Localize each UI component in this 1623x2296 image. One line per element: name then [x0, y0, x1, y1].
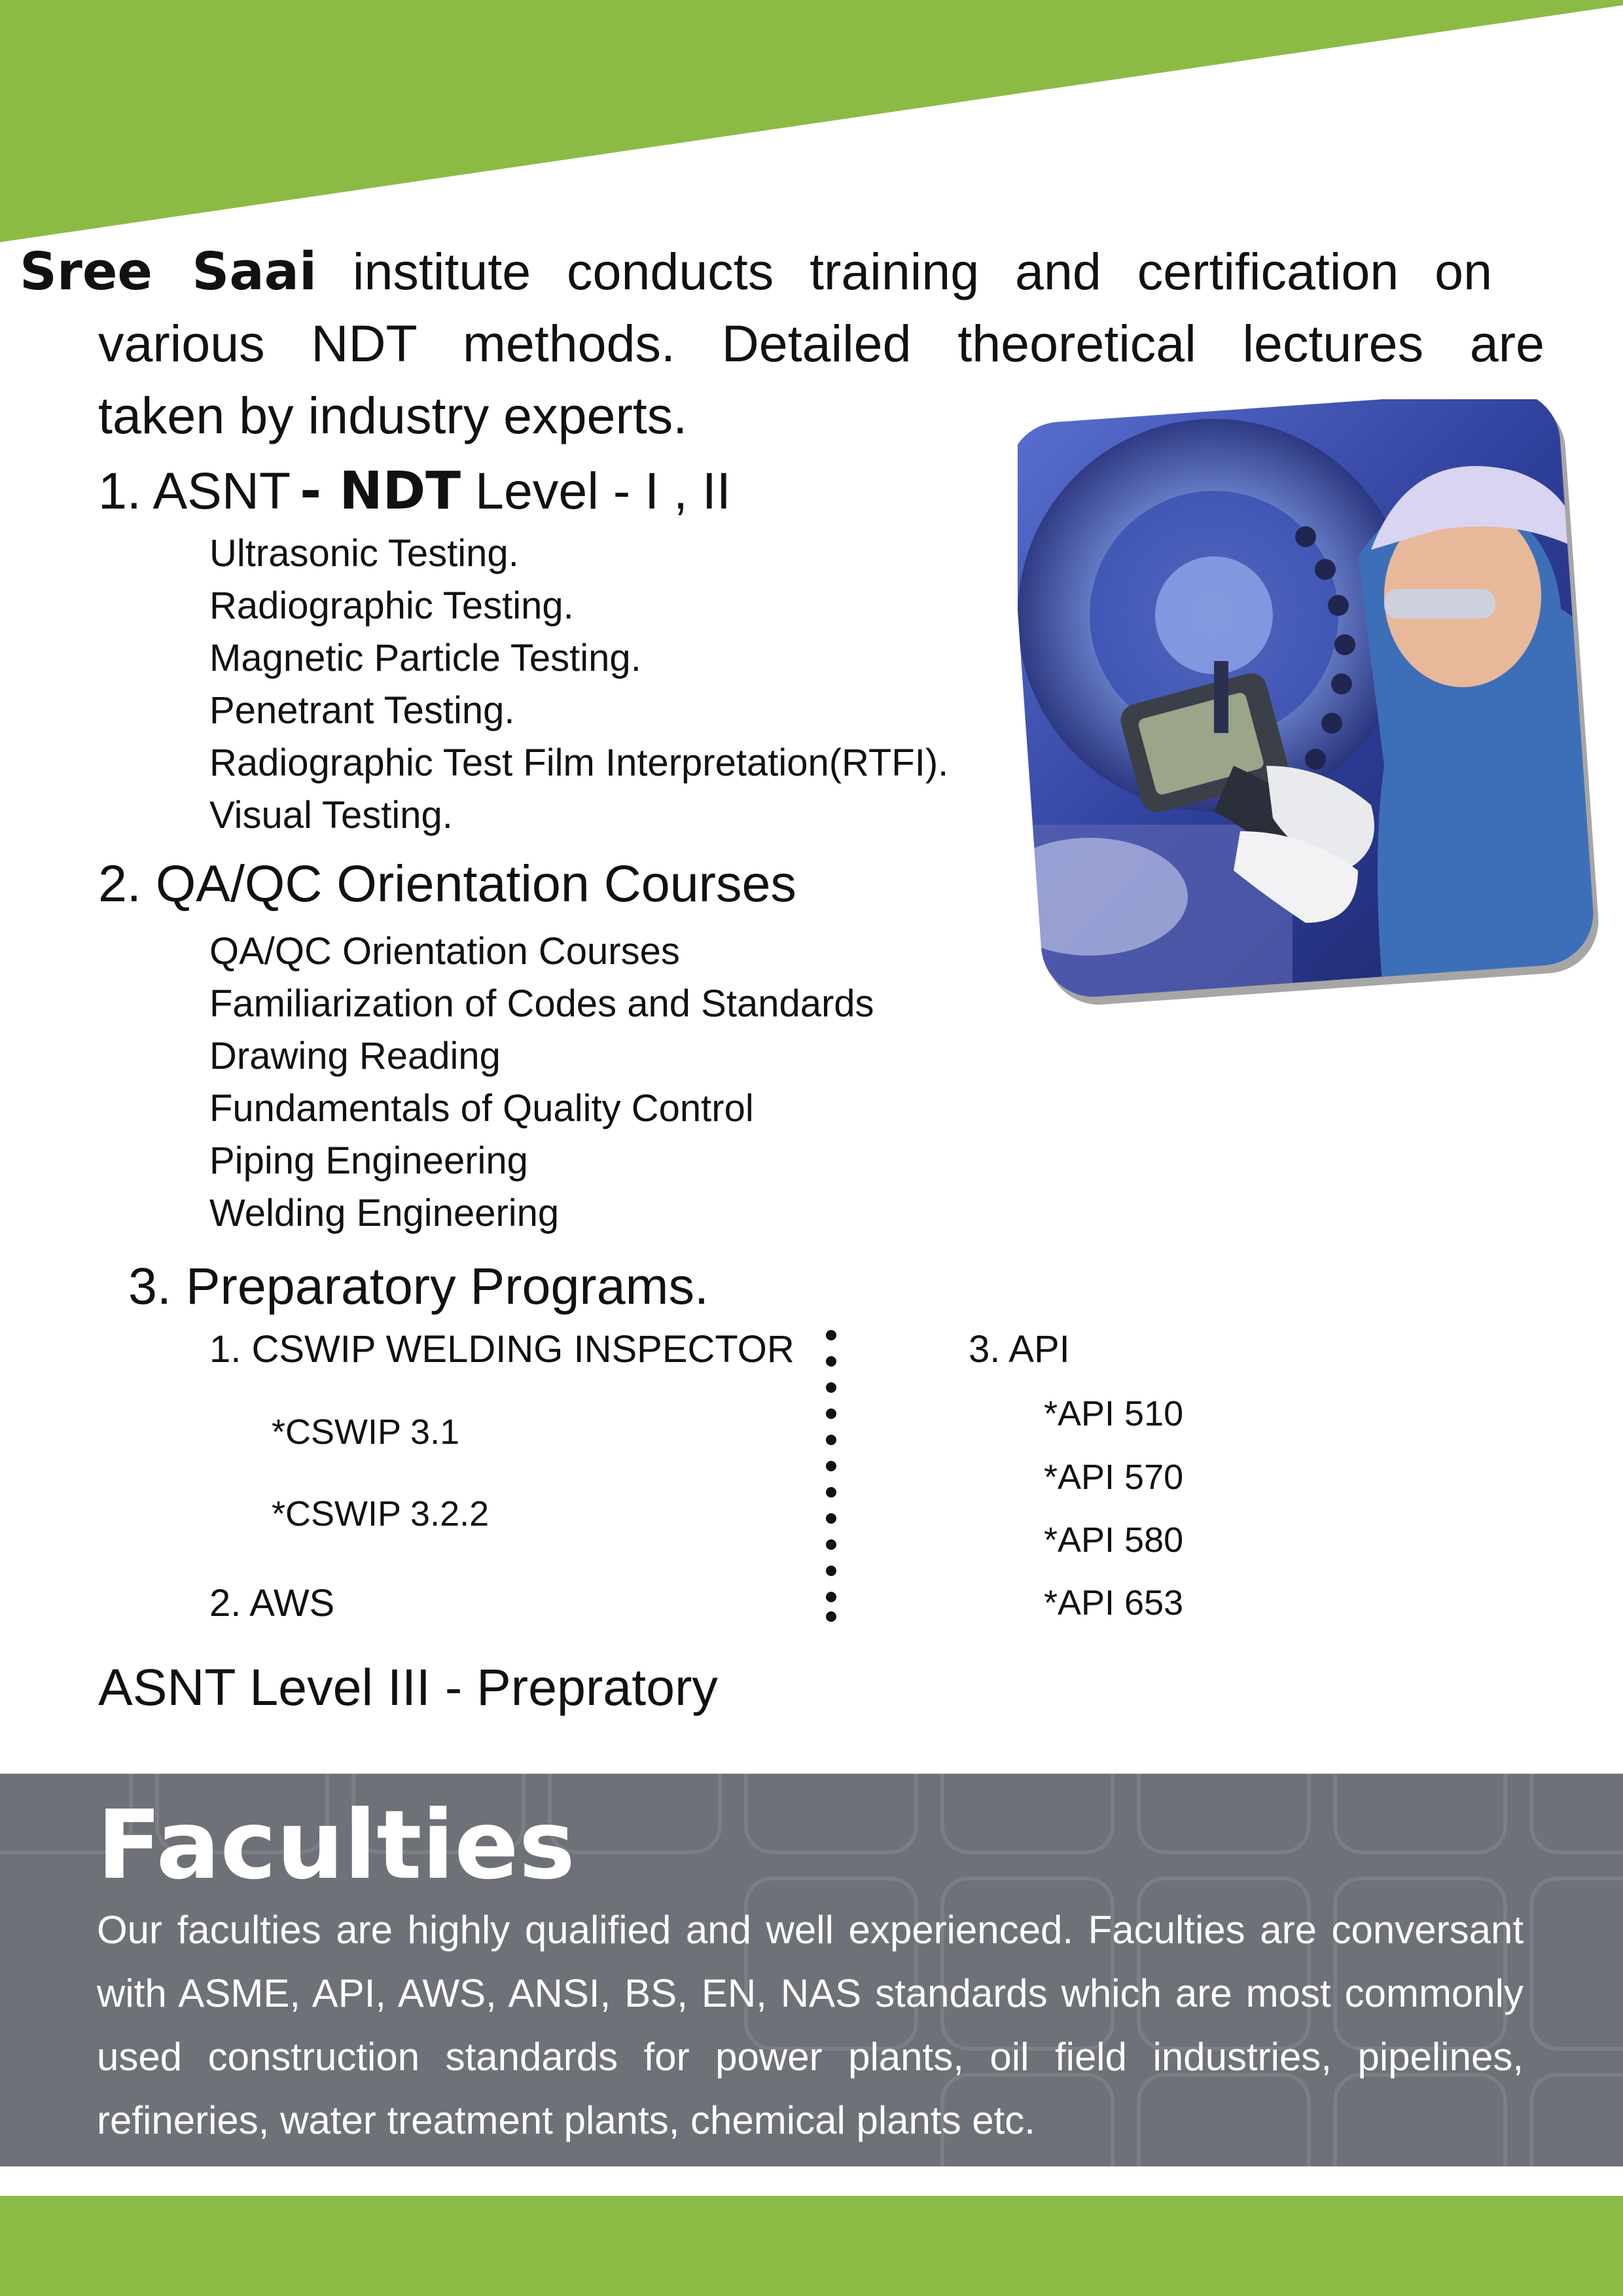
- list-item: Fundamentals of Quality Control: [209, 1087, 754, 1130]
- list-item: QA/QC Orientation Courses: [209, 930, 680, 973]
- api-item: *API 653: [1044, 1583, 1184, 1623]
- intro-line-3: taken by industry experts.: [98, 386, 688, 444]
- cswip-item: *CSWIP 3.1: [272, 1412, 460, 1452]
- list-item: Familiarization of Codes and Standards: [209, 982, 874, 1025]
- faculties-line: refineries, water treatment plants, chemical plants etc.: [97, 2098, 1035, 2142]
- section1-number: 1.: [98, 461, 141, 520]
- brand-name: Sree Saai: [20, 242, 317, 302]
- intro-line-1: institute conducts training and certification on: [352, 242, 1492, 300]
- aws-title: 2. AWS: [209, 1582, 335, 1624]
- faculties-line: Our faculties are highly qualified and well experienced. Faculties are conversant: [97, 1908, 1524, 1952]
- faculties-line: with ASME, API, AWS, ANSI, BS, EN, NAS standards which are most commonly: [97, 1971, 1524, 2015]
- section3-heading: 3. Preparatory Programs.: [128, 1257, 709, 1315]
- section1-level: Level - I , II: [475, 461, 731, 520]
- list-item: Radiographic Test Film Interpretation(RTFI).: [209, 742, 949, 784]
- api-item: *API 510: [1044, 1394, 1184, 1433]
- list-item: Penetrant Testing.: [209, 689, 515, 732]
- top-green-banner: [0, 0, 1623, 242]
- faculties-line: used construction standards for power plants, oil field industries, pipelines,: [97, 2035, 1524, 2079]
- api-item: *API 570: [1044, 1458, 1184, 1497]
- section2-list: [209, 925, 874, 1240]
- cswip-title: 1. CSWIP WELDING INSPECTOR: [209, 1328, 794, 1371]
- bottom-green-banner: [0, 2196, 1623, 2296]
- list-item: Radiographic Testing.: [209, 584, 574, 627]
- api-item: *API 580: [1044, 1520, 1184, 1560]
- list-item: Visual Testing.: [209, 794, 453, 836]
- section1-asnt: ASNT: [152, 461, 291, 520]
- list-item: Ultrasonic Testing.: [209, 532, 519, 575]
- section2-heading: 2. QA/QC Orientation Courses: [98, 854, 796, 912]
- section1-list: [209, 528, 948, 842]
- list-item: Piping Engineering: [209, 1139, 528, 1182]
- list-item: Welding Engineering: [209, 1192, 560, 1234]
- asnt-level3-heading: ASNT Level III - Prepratory: [98, 1658, 718, 1716]
- section1-heading: [98, 458, 731, 524]
- faculties-description: [97, 1898, 1524, 2152]
- intro-line-2: various NDT methods. Detailed theoretical lectures are: [98, 314, 1544, 372]
- section1-ndt: - NDT: [300, 461, 461, 521]
- dotted-divider: [825, 1329, 838, 1623]
- cswip-item: *CSWIP 3.2.2: [272, 1494, 490, 1534]
- api-title: 3. API: [969, 1328, 1070, 1371]
- faculties-title: Faculties: [97, 1790, 575, 1901]
- list-item: Magnetic Particle Testing.: [209, 637, 641, 679]
- ndt-technician-photo: [1018, 399, 1600, 1008]
- list-item: Drawing Reading: [209, 1035, 501, 1077]
